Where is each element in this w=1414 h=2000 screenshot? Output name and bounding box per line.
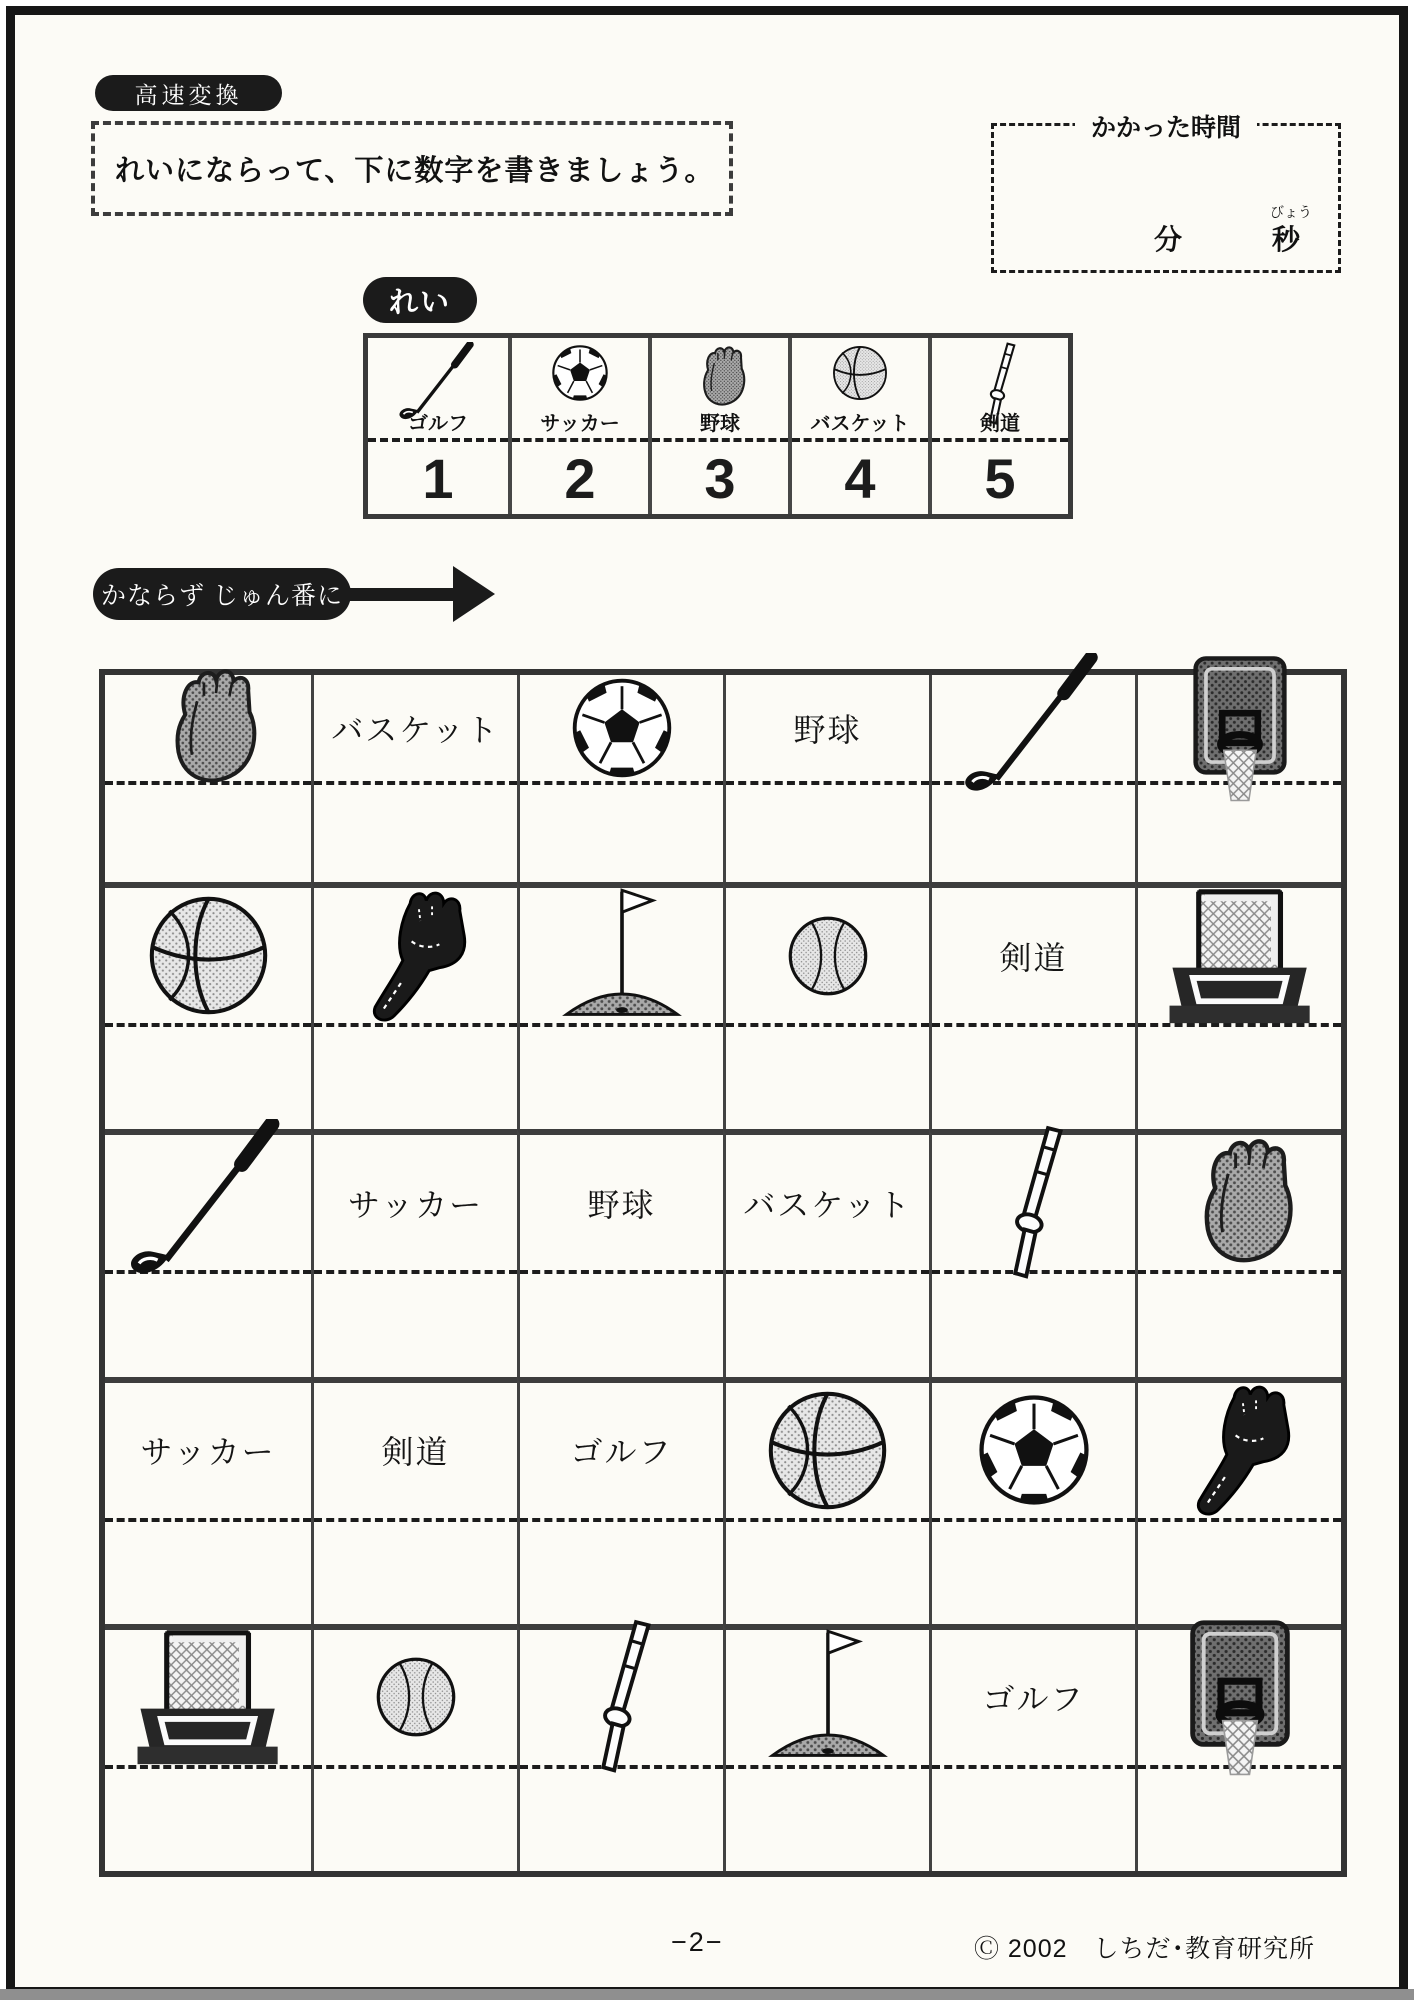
answer-cell[interactable] bbox=[1138, 1522, 1341, 1624]
cell-label: サッカー bbox=[347, 1186, 484, 1223]
example-tag bbox=[363, 277, 477, 323]
cell-stimulus bbox=[105, 1630, 311, 1769]
basketball-icon bbox=[760, 1383, 895, 1518]
cell-stimulus bbox=[1138, 675, 1341, 785]
grid-cell-r5c2 bbox=[311, 1624, 517, 1871]
kendo-shinai-icon bbox=[544, 1619, 700, 1775]
grid-cell-r3c5 bbox=[929, 1129, 1135, 1376]
page-number: −2− bbox=[671, 1927, 724, 1957]
cell-label: 剣道 bbox=[381, 1434, 450, 1471]
golf-flag-icon bbox=[755, 1624, 901, 1770]
grid-cell-r1c2 bbox=[311, 675, 517, 882]
grid-cell-r4c3 bbox=[517, 1377, 723, 1624]
order-tag-label: かならず じゅん番に bbox=[101, 582, 343, 610]
soccer-ball-icon bbox=[549, 342, 611, 404]
cell-stimulus bbox=[1138, 1135, 1341, 1274]
example-cell-1 bbox=[368, 338, 508, 514]
example-cell-4 bbox=[788, 338, 928, 514]
example-stimulus bbox=[932, 338, 1068, 442]
answer-cell[interactable] bbox=[1138, 1027, 1341, 1129]
kendo-kote-icon bbox=[1167, 1377, 1313, 1523]
answer-cell[interactable] bbox=[1138, 1769, 1341, 1871]
grid-cell-r4c1 bbox=[105, 1377, 311, 1624]
baseball-ball-icon bbox=[782, 910, 874, 1002]
title-tag-label: 高速変換 bbox=[134, 81, 243, 108]
cell-label: ゴルフ bbox=[982, 1681, 1085, 1718]
golf-flag-icon bbox=[549, 883, 695, 1029]
cell-label: バスケット bbox=[743, 1186, 912, 1223]
answer-cell[interactable] bbox=[105, 1769, 311, 1871]
answer-cell[interactable] bbox=[1138, 785, 1341, 882]
answer-cell[interactable] bbox=[314, 785, 517, 882]
example-number: 5 bbox=[984, 446, 1016, 510]
cell-stimulus bbox=[1138, 1383, 1341, 1522]
title-tag bbox=[95, 75, 282, 111]
grid-cell-r5c6 bbox=[1135, 1624, 1341, 1871]
soccer-ball-icon bbox=[567, 673, 677, 783]
cell-stimulus bbox=[105, 888, 311, 1027]
baseball-ball-icon bbox=[370, 1651, 462, 1743]
cell-stimulus bbox=[1138, 1630, 1341, 1769]
cell-stimulus bbox=[314, 675, 517, 785]
cell-stimulus bbox=[932, 1135, 1135, 1274]
answer-cell[interactable] bbox=[105, 1522, 311, 1624]
example-cell-5 bbox=[928, 338, 1068, 514]
grid-cell-r1c4 bbox=[723, 675, 929, 882]
example-number: 1 bbox=[422, 446, 454, 510]
basketball-icon bbox=[141, 888, 276, 1023]
soccer-ball-icon bbox=[973, 1389, 1095, 1511]
cell-stimulus bbox=[726, 675, 929, 785]
answer-cell[interactable] bbox=[314, 1769, 517, 1871]
grid-cell-r4c5 bbox=[929, 1377, 1135, 1624]
example-stimulus bbox=[512, 338, 648, 442]
example-number: 4 bbox=[844, 446, 876, 510]
grid-cell-r3c1 bbox=[105, 1129, 311, 1376]
kendo-kote-icon bbox=[343, 883, 489, 1029]
answer-cell[interactable] bbox=[105, 1274, 311, 1376]
cell-stimulus bbox=[105, 1383, 311, 1522]
answer-cell[interactable] bbox=[932, 1769, 1135, 1871]
kendo-shinai-icon bbox=[956, 1125, 1112, 1281]
conversion-grid bbox=[99, 669, 1347, 1877]
example-item-label: ゴルフ bbox=[408, 413, 468, 435]
cell-stimulus bbox=[314, 888, 517, 1027]
grid-cell-r5c5 bbox=[929, 1624, 1135, 1871]
cell-stimulus bbox=[105, 675, 311, 785]
cell-stimulus bbox=[726, 888, 929, 1027]
cell-stimulus bbox=[932, 675, 1135, 785]
grid-cell-r2c5 bbox=[929, 882, 1135, 1129]
grid-cell-r2c2 bbox=[311, 882, 517, 1129]
cell-stimulus bbox=[314, 1630, 517, 1769]
soccer-goal-icon bbox=[120, 1624, 295, 1770]
grid-cell-r5c4 bbox=[723, 1624, 929, 1871]
answer-cell[interactable] bbox=[932, 785, 1135, 882]
arrow-shaft bbox=[345, 588, 457, 601]
cell-stimulus bbox=[520, 1135, 723, 1274]
basketball-icon bbox=[829, 342, 891, 404]
golf-club-icon bbox=[124, 1119, 292, 1287]
example-item-label: 野球 bbox=[700, 413, 740, 435]
example-item-label: サッカー bbox=[540, 413, 620, 435]
soccer-goal-icon bbox=[1152, 883, 1327, 1029]
grid-cell-r2c6 bbox=[1135, 882, 1341, 1129]
example-item-label: バスケット bbox=[810, 413, 910, 435]
cell-stimulus bbox=[520, 675, 723, 785]
minutes-label: 分 bbox=[1154, 224, 1183, 255]
example-number: 3 bbox=[704, 446, 736, 510]
answer-cell[interactable] bbox=[520, 1027, 723, 1129]
grid-cell-r4c6 bbox=[1135, 1377, 1341, 1624]
answer-cell[interactable] bbox=[314, 1274, 517, 1376]
cell-stimulus bbox=[932, 1630, 1135, 1769]
example-stimulus bbox=[792, 338, 928, 442]
grid-cell-r5c1 bbox=[105, 1624, 311, 1871]
cell-stimulus bbox=[932, 1383, 1135, 1522]
seconds-furigana: びょう bbox=[1270, 204, 1312, 220]
answer-cell[interactable] bbox=[520, 1769, 723, 1871]
grid-cell-r4c2 bbox=[311, 1377, 517, 1624]
example-tag-label: れい bbox=[388, 286, 451, 319]
cell-stimulus bbox=[314, 1383, 517, 1522]
grid-cell-r1c5 bbox=[929, 675, 1135, 882]
grid-cell-r3c4 bbox=[723, 1129, 929, 1376]
example-item-label: 剣道 bbox=[980, 413, 1020, 435]
example-stimulus bbox=[652, 338, 788, 442]
cell-stimulus bbox=[1138, 888, 1341, 1027]
golf-club-icon bbox=[959, 653, 1109, 803]
seconds-label: 秒 bbox=[1272, 224, 1301, 255]
grid-cell-r3c2 bbox=[311, 1129, 517, 1376]
grid-cell-r3c3 bbox=[517, 1129, 723, 1376]
cell-stimulus bbox=[520, 888, 723, 1027]
answer-cell[interactable] bbox=[314, 1027, 517, 1129]
answer-cell[interactable] bbox=[520, 1274, 723, 1376]
order-tag bbox=[93, 568, 351, 620]
grid-cell-r2c3 bbox=[517, 882, 723, 1129]
arrow-right-icon bbox=[453, 566, 495, 622]
example-cell-3 bbox=[648, 338, 788, 514]
sheet-frame bbox=[6, 6, 1408, 1996]
answer-cell[interactable] bbox=[932, 1522, 1135, 1624]
answer-cell[interactable] bbox=[726, 785, 929, 882]
cell-label: 野球 bbox=[587, 1186, 656, 1223]
answer-cell[interactable] bbox=[726, 1027, 929, 1129]
grid-cell-r1c6 bbox=[1135, 675, 1341, 882]
instruction-box bbox=[91, 121, 733, 216]
answer-cell[interactable] bbox=[932, 1027, 1135, 1129]
cell-label: ゴルフ bbox=[570, 1434, 673, 1471]
cell-stimulus bbox=[520, 1630, 723, 1769]
cell-stimulus bbox=[726, 1383, 929, 1522]
cell-stimulus bbox=[105, 1135, 311, 1274]
example-table bbox=[363, 333, 1073, 519]
cell-label: バスケット bbox=[331, 711, 500, 748]
baseball-glove-icon bbox=[141, 661, 275, 795]
copyright: Ⓒ 2002 しちだ･教育研究所 bbox=[973, 1935, 1315, 1963]
answer-cell[interactable] bbox=[520, 1522, 723, 1624]
time-box-title: かかった時間 bbox=[1075, 108, 1257, 144]
basketball-hoop-icon bbox=[1166, 654, 1314, 802]
grid-cell-r3c6 bbox=[1135, 1129, 1341, 1376]
answer-cell[interactable] bbox=[105, 785, 311, 882]
grid-cell-r1c3 bbox=[517, 675, 723, 882]
example-stimulus bbox=[368, 338, 508, 442]
cell-stimulus bbox=[726, 1135, 929, 1274]
answer-cell[interactable] bbox=[105, 1027, 311, 1129]
grid-cell-r4c4 bbox=[723, 1377, 929, 1624]
answer-cell[interactable] bbox=[314, 1522, 517, 1624]
cell-stimulus bbox=[726, 1630, 929, 1769]
grid-cell-r5c3 bbox=[517, 1624, 723, 1871]
answer-cell[interactable] bbox=[1138, 1274, 1341, 1376]
answer-cell[interactable] bbox=[520, 785, 723, 882]
example-cell-2 bbox=[508, 338, 648, 514]
baseball-glove-icon bbox=[685, 342, 755, 412]
grid-cell-r1c1 bbox=[105, 675, 311, 882]
grid-cell-r2c1 bbox=[105, 882, 311, 1129]
cell-stimulus bbox=[314, 1135, 517, 1274]
cell-stimulus bbox=[520, 1383, 723, 1522]
scan-edge-strip bbox=[0, 1989, 1414, 2000]
cell-label: 野球 bbox=[793, 711, 862, 748]
instruction-text: れいにならって、下に数字を書きましょう。 bbox=[115, 155, 715, 187]
cell-label: サッカー bbox=[140, 1434, 276, 1471]
baseball-glove-icon bbox=[1167, 1130, 1313, 1276]
cell-label: 剣道 bbox=[999, 939, 1068, 976]
basketball-hoop-icon bbox=[1161, 1618, 1319, 1776]
answer-cell[interactable] bbox=[726, 1769, 929, 1871]
answer-cell[interactable] bbox=[726, 1274, 929, 1376]
answer-cell[interactable] bbox=[726, 1522, 929, 1624]
example-number: 2 bbox=[564, 446, 596, 510]
grid-cell-r2c4 bbox=[723, 882, 929, 1129]
answer-cell[interactable] bbox=[932, 1274, 1135, 1376]
elapsed-time-box bbox=[991, 114, 1341, 273]
cell-stimulus bbox=[932, 888, 1135, 1027]
